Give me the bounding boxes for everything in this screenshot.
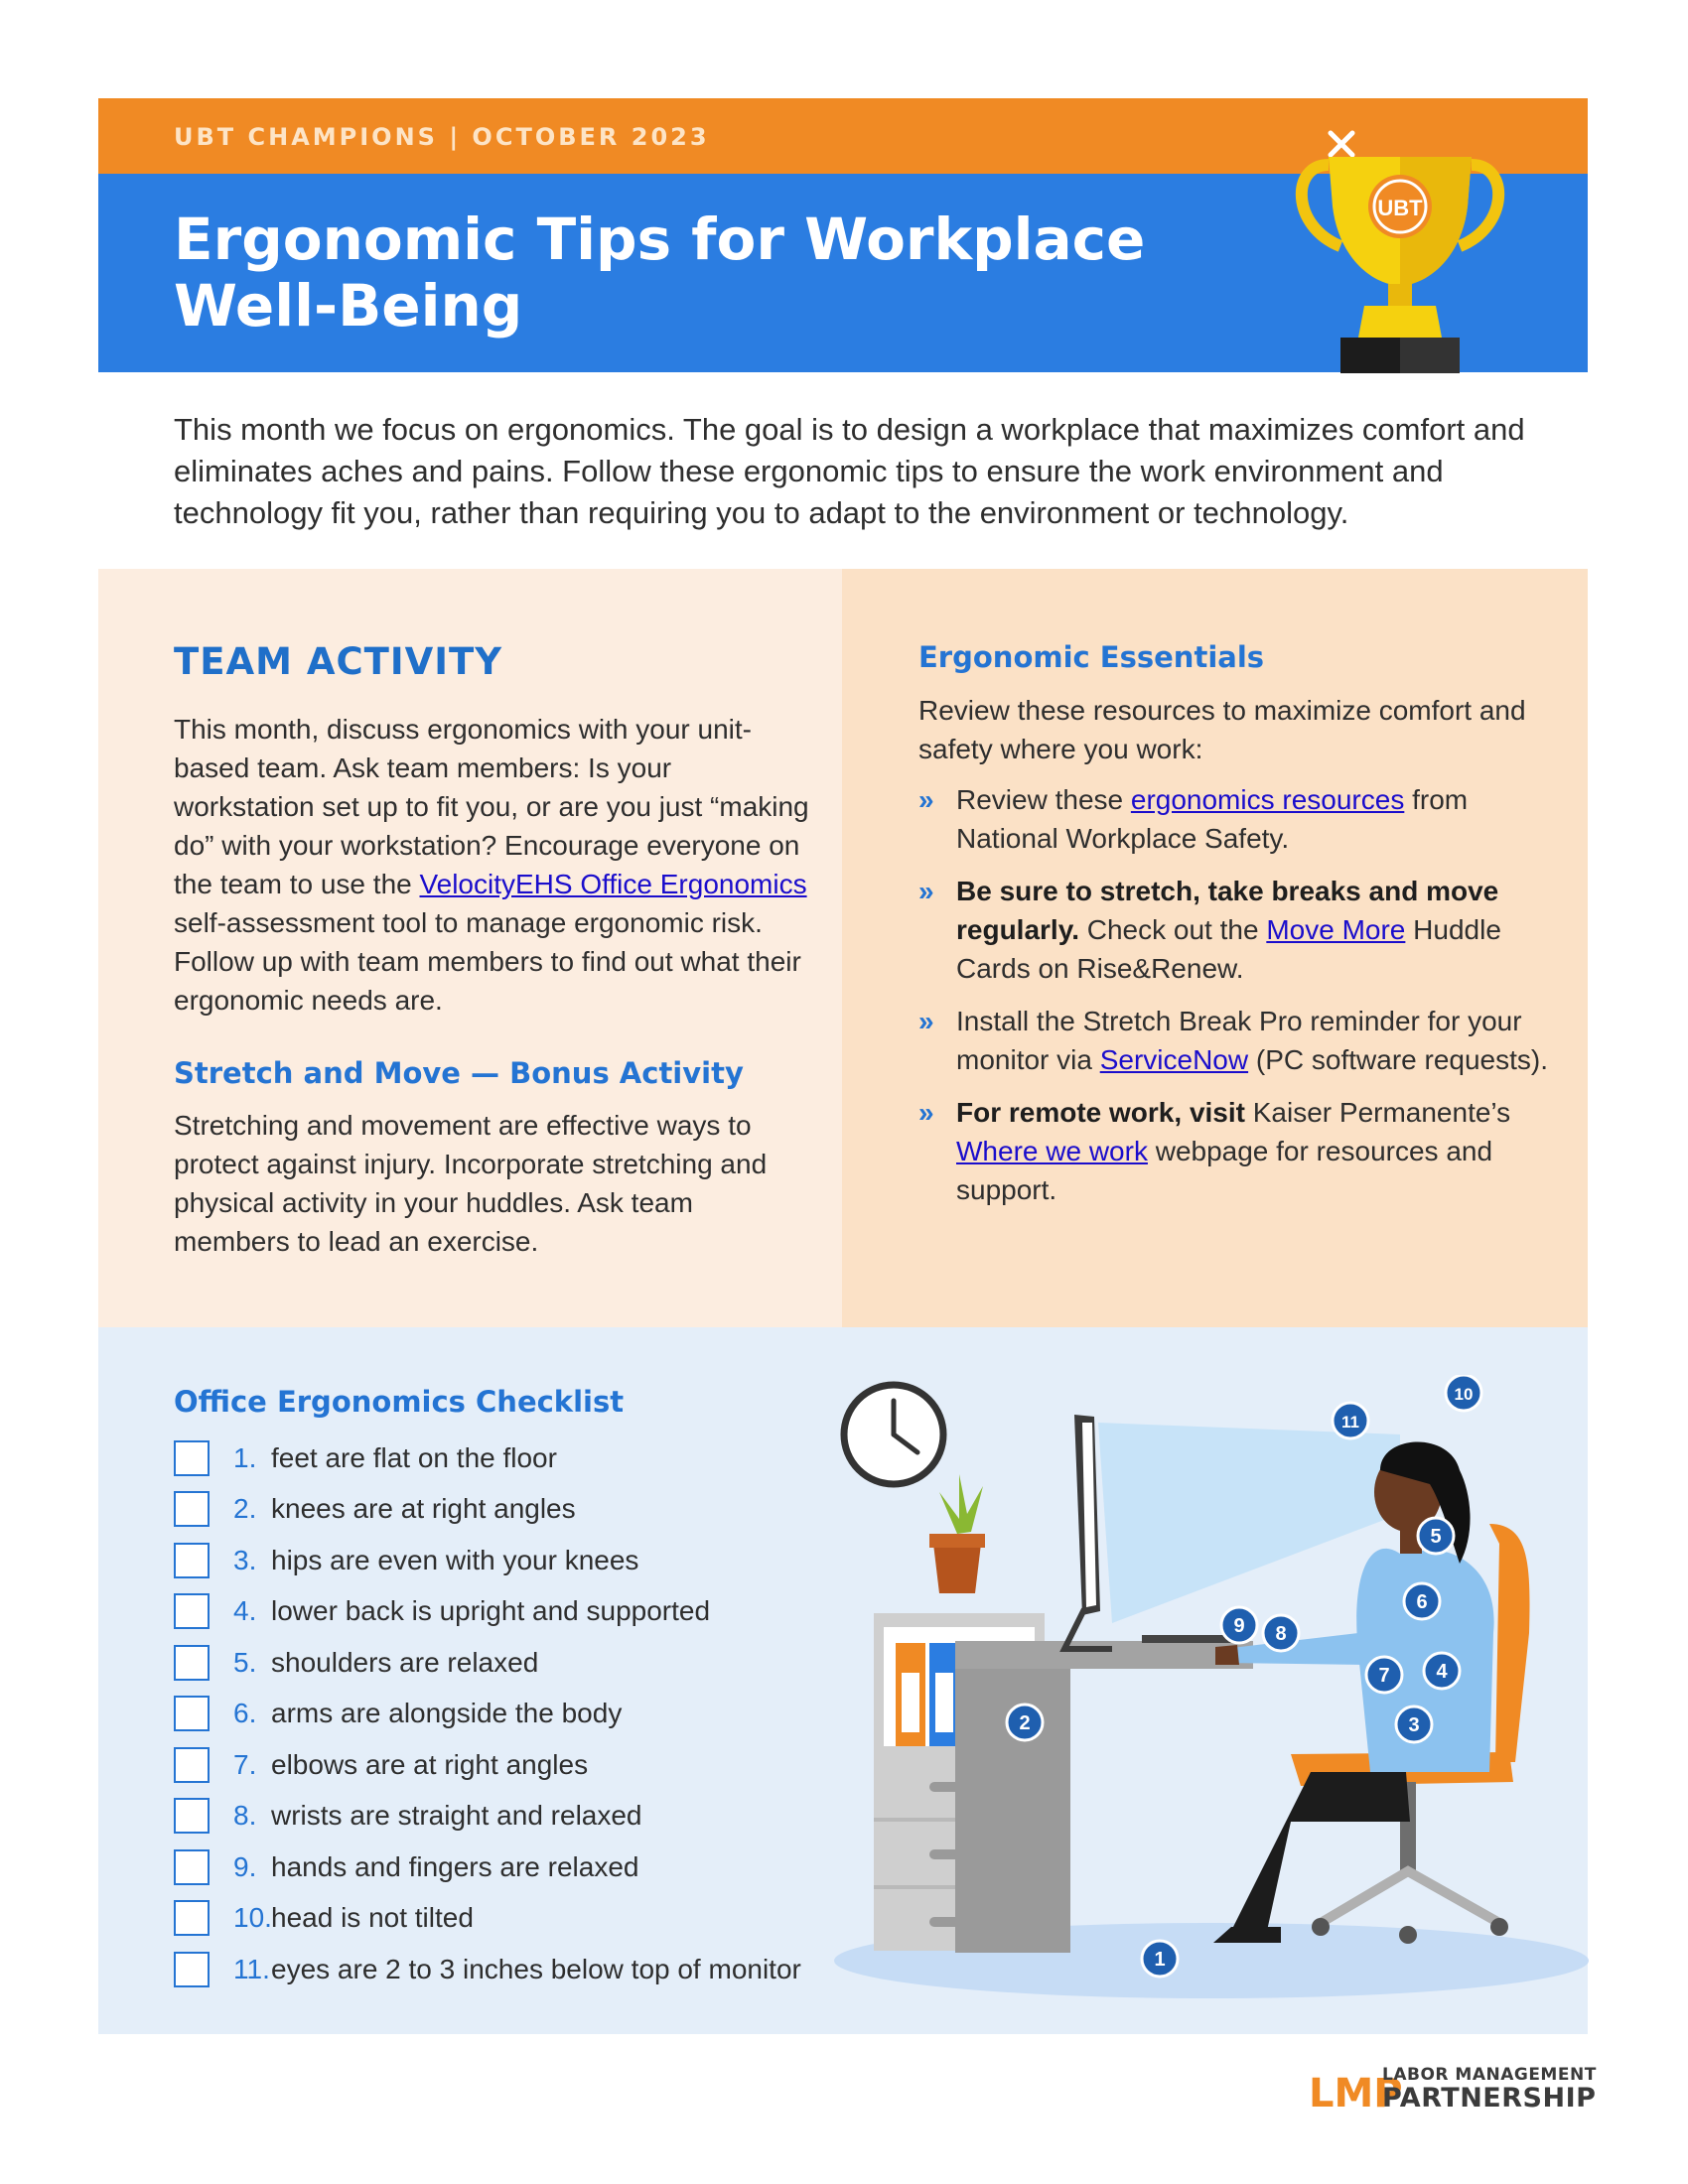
team-activity-text-1: This month, discuss ergonomics with your unit-based team. Ask team members: Is your workstation set up to fit you, or are you just “making do” with your workstation? Encourage everyone on the team to use the: [174, 714, 809, 899]
essentials-text: Kaiser Permanente’s: [1244, 1097, 1511, 1128]
servicenow-link[interactable]: ServiceNow: [1099, 1044, 1249, 1075]
checklist-text: shoulders are relaxed: [271, 1646, 539, 1678]
lmp-logo-line1: LABOR MANAGEMENT: [1382, 2065, 1597, 2085]
essentials-bold-text: Be sure to stretch, take breaks and move regularly.: [956, 876, 1499, 945]
chevron-icon: »: [918, 784, 934, 815]
checkbox[interactable]: [174, 1900, 210, 1936]
marker-label: 1: [1154, 1949, 1166, 1971]
checkbox[interactable]: [174, 1491, 210, 1527]
marker-label: 9: [1233, 1615, 1245, 1637]
stretch-heading: Stretch and Move — Bonus Activity: [174, 1056, 744, 1090]
checklist-item: [174, 1944, 849, 1995]
checklist-number: 3.: [233, 1544, 257, 1575]
marker-label: 10: [1454, 1385, 1474, 1404]
checklist-number: 7.: [233, 1748, 257, 1780]
page-title: Ergonomic Tips for Workplace Well-Being: [174, 205, 1146, 340]
trophy-icon: [1281, 117, 1519, 373]
marker-11: [1333, 1403, 1368, 1438]
lmp-logo-line2: PARTNERSHIP: [1382, 2083, 1597, 2114]
checklist-item: [174, 1842, 849, 1893]
chevron-icon: »: [918, 1097, 934, 1128]
clock-icon: [844, 1385, 943, 1484]
checklist-number: 1.: [233, 1441, 257, 1473]
checklist-text: eyes are 2 to 3 inches below top of monitor: [271, 1953, 801, 1984]
checklist-number: 6.: [233, 1698, 257, 1729]
checkbox[interactable]: [174, 1593, 210, 1629]
checklist-text: wrists are straight and relaxed: [271, 1800, 642, 1832]
checklist-number: 4.: [233, 1595, 257, 1627]
checklist-item: [174, 1791, 849, 1843]
marker-label: 3: [1408, 1714, 1420, 1736]
checklist-item: [174, 1893, 849, 1945]
marker-5: [1418, 1518, 1454, 1554]
checklist-text: head is not tilted: [271, 1902, 474, 1934]
stretch-body: Stretching and movement are effective ways to protect against injury. Incorporate stretching and physical activity in your huddles. Ask team members to lead an exercise.: [174, 1110, 768, 1257]
checkbox[interactable]: [174, 1440, 210, 1476]
checklist-text: hips are even with your knees: [271, 1544, 639, 1575]
marker-label: 7: [1378, 1665, 1390, 1687]
checklist-number: 5.: [233, 1646, 257, 1678]
essentials-text: from National Workplace Safety.: [956, 784, 1469, 854]
marker-label: 5: [1430, 1526, 1442, 1548]
marker-9: [1221, 1607, 1257, 1643]
checklist-item: [174, 1637, 849, 1689]
marker-label: 8: [1275, 1623, 1287, 1645]
checklist-item: [174, 1433, 849, 1484]
checklist-item: [174, 1586, 849, 1638]
workstation-illustration: [814, 1375, 1589, 2020]
checklist-text: feet are flat on the floor: [271, 1441, 557, 1473]
where-we-work-link[interactable]: Where we work: [956, 1136, 1148, 1166]
marker-6: [1404, 1583, 1440, 1619]
checklist-item: [174, 1739, 849, 1791]
team-activity-heading: TEAM ACTIVITY: [174, 640, 503, 683]
marker-label: 2: [1019, 1712, 1031, 1734]
checkbox[interactable]: [174, 1645, 210, 1681]
header-kicker: UBT CHAMPIONS | OCTOBER 2023: [174, 123, 710, 151]
checklist-number: 9.: [233, 1850, 257, 1882]
chevron-icon: »: [918, 876, 934, 906]
marker-label: 11: [1341, 1413, 1359, 1432]
marker-3: [1396, 1706, 1432, 1742]
checklist-item: [174, 1689, 849, 1740]
checkbox[interactable]: [174, 1747, 210, 1783]
checkbox[interactable]: [174, 1849, 210, 1885]
team-activity-body: [174, 710, 809, 1020]
marker-label: 4: [1436, 1661, 1448, 1683]
checklist-number: 8.: [233, 1800, 257, 1832]
team-activity-text-2: self-assessment tool to manage ergonomic risk. Follow up with team members to find out what their ergonomic needs are.: [174, 907, 801, 1016]
lmp-logo-mark: LMP: [1309, 2071, 1403, 2115]
essentials-item: [918, 1093, 1554, 1209]
checklist-item: [174, 1535, 849, 1586]
marker-label: 6: [1416, 1591, 1428, 1613]
essentials-item: [918, 780, 1554, 858]
checkbox[interactable]: [174, 1543, 210, 1578]
checklist-text: arms are alongside the body: [271, 1698, 623, 1729]
checklist-number: 10.: [233, 1902, 272, 1934]
checklist-heading: Office Ergonomics Checklist: [174, 1385, 625, 1419]
move-more-link[interactable]: Move More: [1266, 914, 1406, 945]
trophy-label: UBT: [1377, 196, 1423, 220]
marker-8: [1263, 1615, 1299, 1651]
ergonomics-resources-link[interactable]: ergonomics resources: [1130, 784, 1405, 815]
essentials-item: [918, 1002, 1554, 1079]
essentials-text: (PC software requests).: [1248, 1044, 1548, 1075]
essentials-heading: Ergonomic Essentials: [918, 640, 1265, 674]
checklist-text: elbows are at right angles: [271, 1748, 589, 1780]
checkbox[interactable]: [174, 1798, 210, 1834]
essentials-text: Check out the: [1078, 914, 1267, 945]
checklist-item: [174, 1484, 849, 1536]
essentials-text: Install the Stretch Break Pro reminder for your monitor via: [956, 1006, 1522, 1075]
essentials-text: Review these: [956, 784, 1131, 815]
essentials-bold-text: For remote work, visit: [956, 1097, 1245, 1128]
checklist-number: 11.: [233, 1953, 270, 1984]
plant-icon: [929, 1474, 985, 1593]
chevron-icon: »: [918, 1006, 934, 1036]
essentials-list: [918, 780, 1554, 1223]
essentials-text: Huddle Cards on Rise&Renew.: [956, 914, 1501, 984]
marker-2: [1007, 1705, 1043, 1740]
checklist-text: hands and fingers are relaxed: [271, 1850, 639, 1882]
marker-4: [1424, 1653, 1460, 1689]
essentials-intro: Review these resources to maximize comfort and safety where you work:: [918, 695, 1526, 764]
marker-10: [1446, 1375, 1481, 1411]
checkbox[interactable]: [174, 1952, 210, 1987]
marker-7: [1366, 1657, 1402, 1693]
checklist-text: lower back is upright and supported: [271, 1595, 711, 1627]
essentials-text: webpage for resources and support.: [956, 1136, 1493, 1205]
essentials-item: [918, 872, 1554, 988]
checklist: [174, 1433, 849, 1995]
checklist-number: 2.: [233, 1493, 257, 1525]
intro-paragraph: This month we focus on ergonomics. The goal is to design a workplace that maximizes comfort and eliminates aches and pains. Follow these ergonomic tips to ensure the work environment and technology fit you, rather than requiring you to adapt to the environment or technology.: [174, 412, 1525, 530]
checklist-text: knees are at right angles: [271, 1493, 576, 1525]
checkbox[interactable]: [174, 1696, 210, 1731]
velocityehs-link[interactable]: VelocityEHS Office Ergonomics: [419, 869, 807, 899]
marker-1: [1142, 1941, 1178, 1977]
